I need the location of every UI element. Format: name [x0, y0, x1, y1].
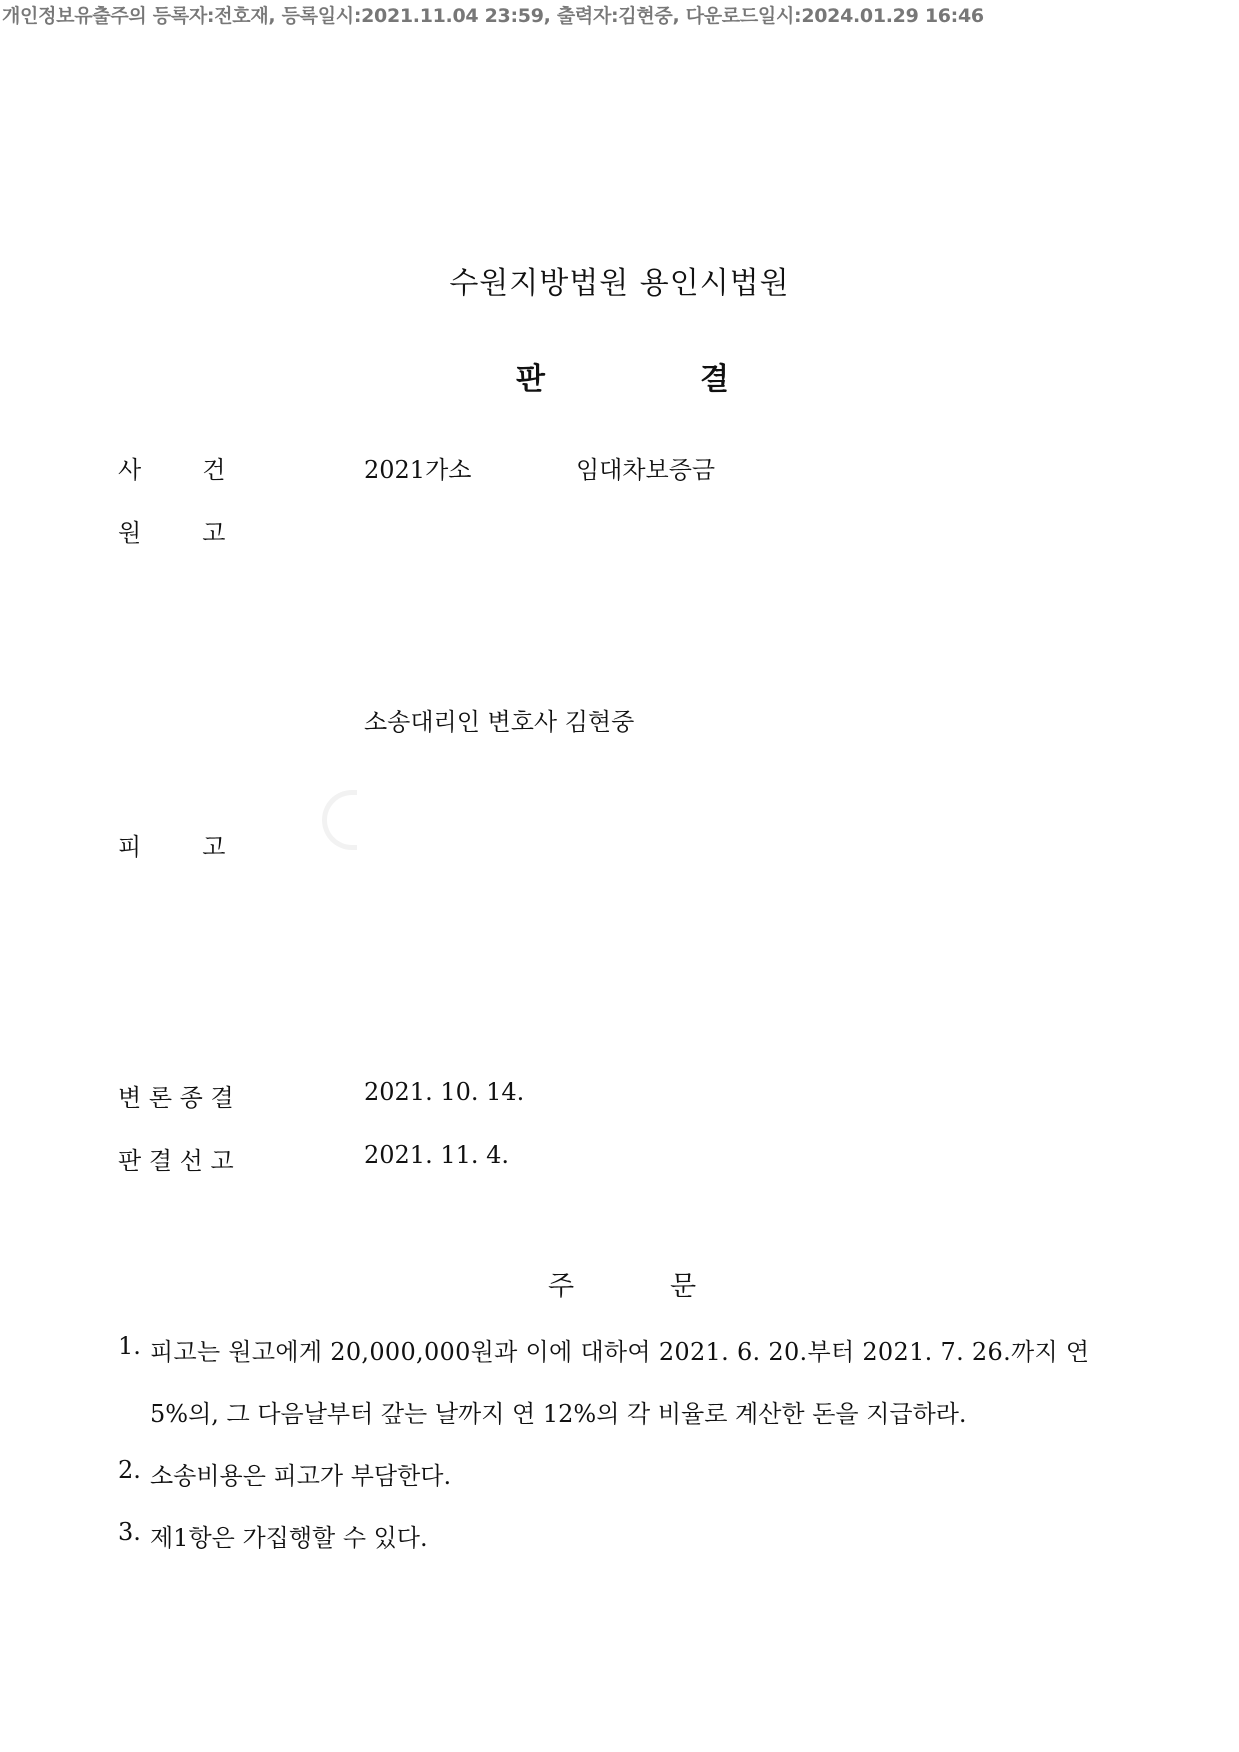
- order-title-left: 주: [548, 1271, 575, 1302]
- closing-date: 2021. 10. 14.: [364, 1078, 525, 1106]
- judgment-date: 2021. 11. 4.: [364, 1141, 510, 1169]
- case-number: 2021가소: [364, 456, 472, 484]
- order-title-right: 문: [670, 1271, 697, 1302]
- order-item-number: 3.: [118, 1518, 141, 1546]
- order-item-text: 소송비용은 피고가 부담한다.: [150, 1462, 452, 1490]
- case-label: 사 건: [118, 456, 226, 484]
- order-item-number: 2.: [118, 1456, 141, 1484]
- court-name: 수원지방법원 용인시법원: [449, 266, 790, 301]
- order-item-number: 1.: [118, 1332, 141, 1360]
- order-item-text: 피고는 원고에게 20,000,000원과 이에 대하여 2021. 6. 20.부터 2021. 7. 26.까지 연: [150, 1338, 1090, 1366]
- closing-label: 변 론 종 결: [118, 1084, 234, 1112]
- judgment-label: 판 결 선 고: [118, 1147, 234, 1175]
- defendant-label: 피 고: [118, 833, 226, 861]
- download-notice: 개인정보유출주의 등록자:전호재, 등록일시:2021.11.04 23:59, 출력자:김현중, 다운로드일시:2024.01.29 16:46: [2, 5, 984, 27]
- order-item-text: 제1항은 가집행할 수 있다.: [150, 1524, 428, 1552]
- document-title-right: 결: [700, 362, 729, 397]
- plaintiff-label: 원 고: [118, 519, 226, 547]
- order-item-text: 5%의, 그 다음날부터 갚는 날까지 연 12%의 각 비율로 계산한 돈을 지급하라.: [150, 1400, 967, 1428]
- redaction-mark: [322, 790, 357, 850]
- case-name: 임대차보증금: [576, 456, 716, 484]
- document-title-left: 판: [516, 362, 545, 397]
- attorney: 소송대리인 변호사 김현중: [364, 708, 635, 736]
